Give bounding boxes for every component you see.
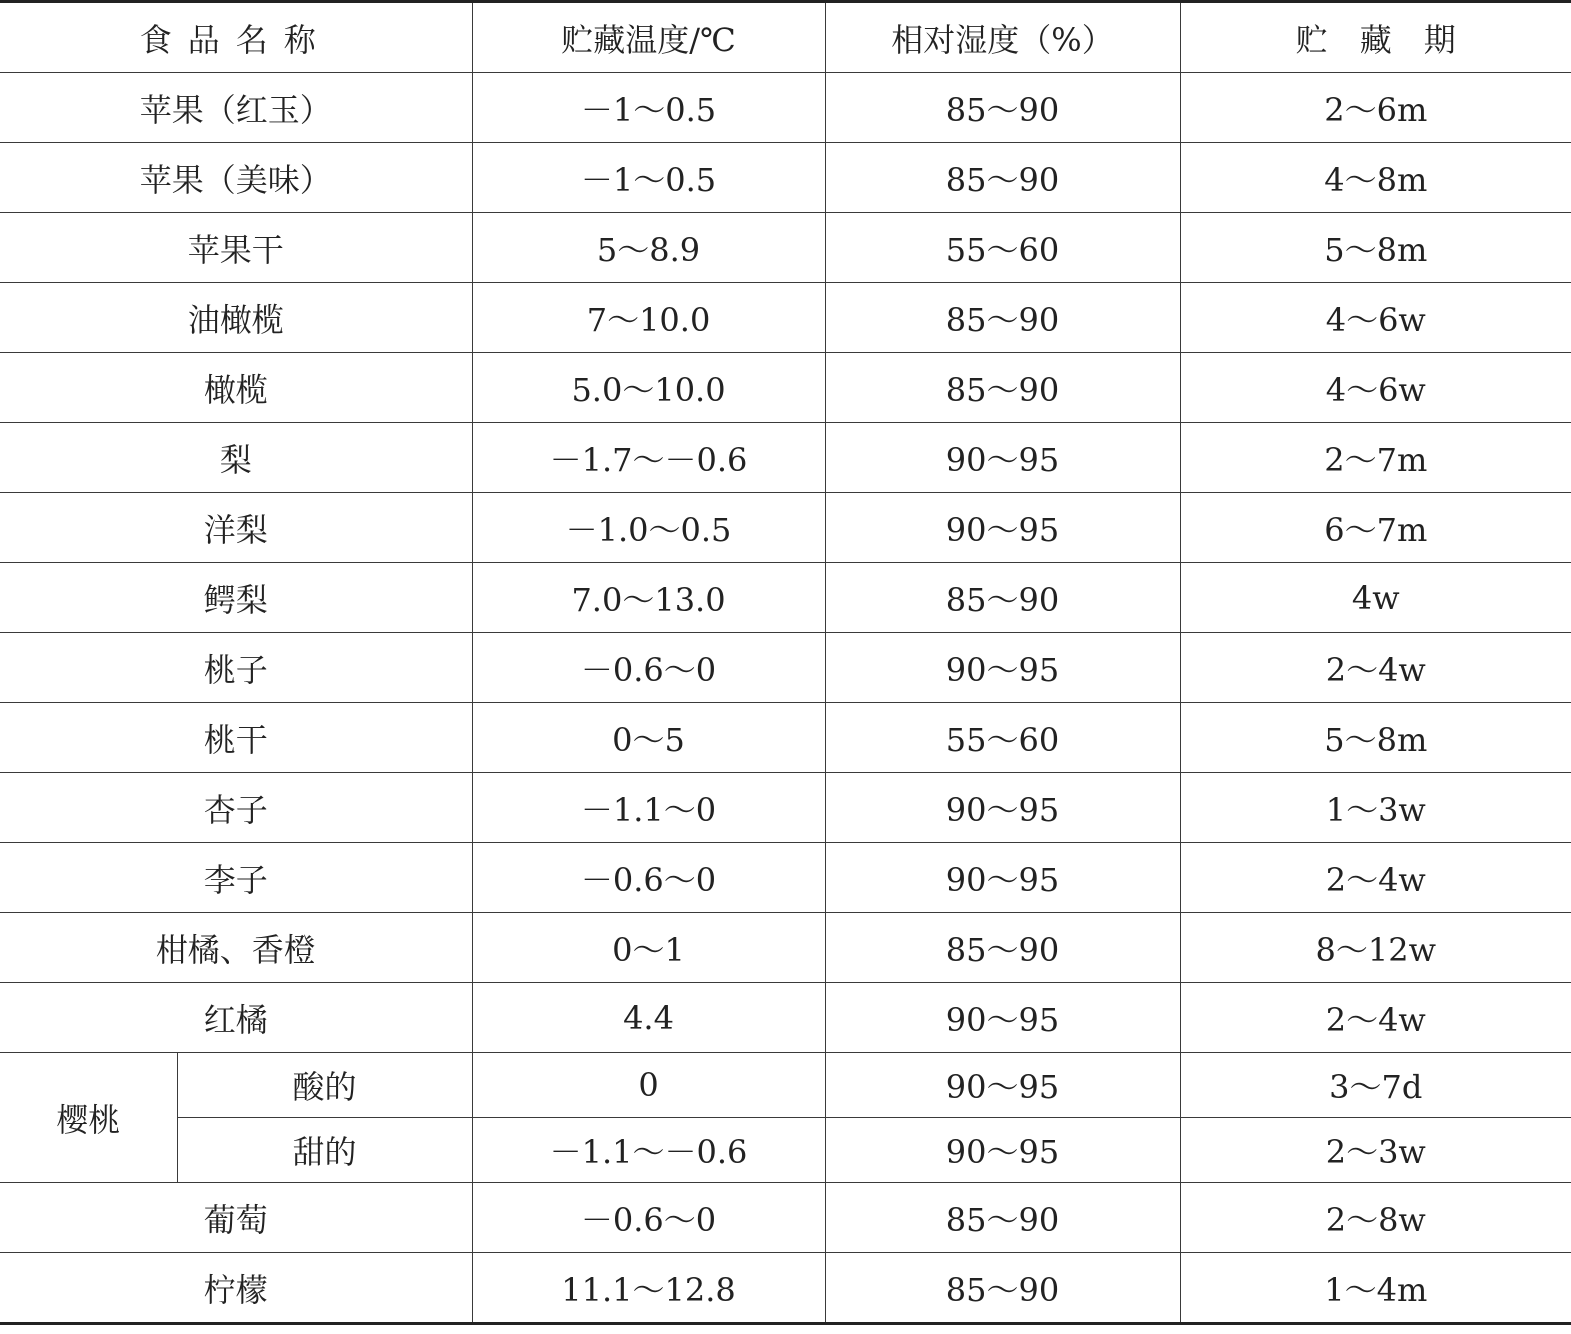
food-name-cell: 杏子 [0,773,472,843]
storage-period-cell: 5～8m [1180,703,1571,773]
humidity-cell: 85～90 [825,1253,1180,1324]
storage-period-cell: 2～4w [1180,983,1571,1053]
food-name-cell: 柠檬 [0,1253,472,1324]
storage-period-cell: 2～8w [1180,1183,1571,1253]
table-row [0,353,1571,423]
table-row [0,1053,1571,1118]
storage-period-cell: 2～4w [1180,843,1571,913]
temperature-cell: －0.6～0 [472,843,825,913]
food-name-cell: 苹果（美味） [0,143,472,213]
storage-period-cell: 2～3w [1180,1118,1571,1183]
header-temp: 贮藏温度/℃ [472,2,825,73]
humidity-cell: 55～60 [825,703,1180,773]
temperature-cell: －1.0～0.5 [472,493,825,563]
storage-period-cell: 2～6m [1180,73,1571,143]
storage-period-cell: 4w [1180,563,1571,633]
temperature-cell: －1.7～－0.6 [472,423,825,493]
temperature-cell: －1.1～0 [472,773,825,843]
storage-period-cell: 4～8m [1180,143,1571,213]
table-row [0,633,1571,703]
temperature-cell: 5～8.9 [472,213,825,283]
storage-period-cell: 2～7m [1180,423,1571,493]
storage-period-cell: 5～8m [1180,213,1571,283]
food-name-cell: 葡萄 [0,1183,472,1253]
humidity-cell: 55～60 [825,213,1180,283]
food-name-cell: 桃干 [0,703,472,773]
storage-period-cell: 1～3w [1180,773,1571,843]
table-row [0,213,1571,283]
storage-period-cell: 1～4m [1180,1253,1571,1324]
food-name-cell: 桃子 [0,633,472,703]
food-group-cell: 樱桃 [0,1053,177,1183]
temperature-cell: －0.6～0 [472,633,825,703]
food-name-cell: 鳄梨 [0,563,472,633]
humidity-cell: 85～90 [825,143,1180,213]
humidity-cell: 85～90 [825,913,1180,983]
temperature-cell: 7～10.0 [472,283,825,353]
table-row [0,143,1571,213]
header-row [0,2,1571,73]
food-name-cell: 苹果（红玉） [0,73,472,143]
humidity-cell: 90～95 [825,1118,1180,1183]
food-subtype-cell: 甜的 [177,1118,472,1183]
food-name-cell: 李子 [0,843,472,913]
temperature-cell: 4.4 [472,983,825,1053]
table-row [0,73,1571,143]
humidity-cell: 90～95 [825,423,1180,493]
humidity-cell: 90～95 [825,1053,1180,1118]
header-period: 贮藏期 [1180,2,1571,73]
humidity-cell: 90～95 [825,983,1180,1053]
humidity-cell: 85～90 [825,283,1180,353]
table-row [0,1253,1571,1324]
humidity-cell: 90～95 [825,633,1180,703]
food-name-cell: 柑橘、香橙 [0,913,472,983]
table-row [0,1118,1571,1183]
table-row [0,1183,1571,1253]
temperature-cell: －0.6～0 [472,1183,825,1253]
temperature-cell: 0～1 [472,913,825,983]
food-name-cell: 油橄榄 [0,283,472,353]
humidity-cell: 85～90 [825,353,1180,423]
food-name-cell: 苹果干 [0,213,472,283]
table-row [0,843,1571,913]
table-row [0,703,1571,773]
storage-period-cell: 2～4w [1180,633,1571,703]
storage-period-cell: 4～6w [1180,353,1571,423]
temperature-cell: 5.0～10.0 [472,353,825,423]
food-name-cell: 红橘 [0,983,472,1053]
table-row [0,423,1571,493]
storage-period-cell: 4～6w [1180,283,1571,353]
humidity-cell: 90～95 [825,843,1180,913]
humidity-cell: 90～95 [825,773,1180,843]
temperature-cell: 11.1～12.8 [472,1253,825,1324]
food-name-cell: 橄榄 [0,353,472,423]
temperature-cell: －1～0.5 [472,143,825,213]
temperature-cell: 7.0～13.0 [472,563,825,633]
table-row [0,983,1571,1053]
food-name-cell: 洋梨 [0,493,472,563]
food-subtype-cell: 酸的 [177,1053,472,1118]
temperature-cell: －1～0.5 [472,73,825,143]
header-name: 食品名称 [0,2,472,73]
humidity-cell: 90～95 [825,493,1180,563]
humidity-cell: 85～90 [825,73,1180,143]
food-name-cell: 梨 [0,423,472,493]
temperature-cell: －1.1～－0.6 [472,1118,825,1183]
temperature-cell: 0～5 [472,703,825,773]
table-row [0,283,1571,353]
storage-period-cell: 3～7d [1180,1053,1571,1118]
temperature-cell: 0 [472,1053,825,1118]
header-humidity: 相对湿度（%） [825,2,1180,73]
storage-period-cell: 6～7m [1180,493,1571,563]
table-row [0,773,1571,843]
table-row [0,563,1571,633]
humidity-cell: 85～90 [825,563,1180,633]
storage-period-cell: 8～12w [1180,913,1571,983]
table-row [0,913,1571,983]
table-row [0,493,1571,563]
humidity-cell: 85～90 [825,1183,1180,1253]
